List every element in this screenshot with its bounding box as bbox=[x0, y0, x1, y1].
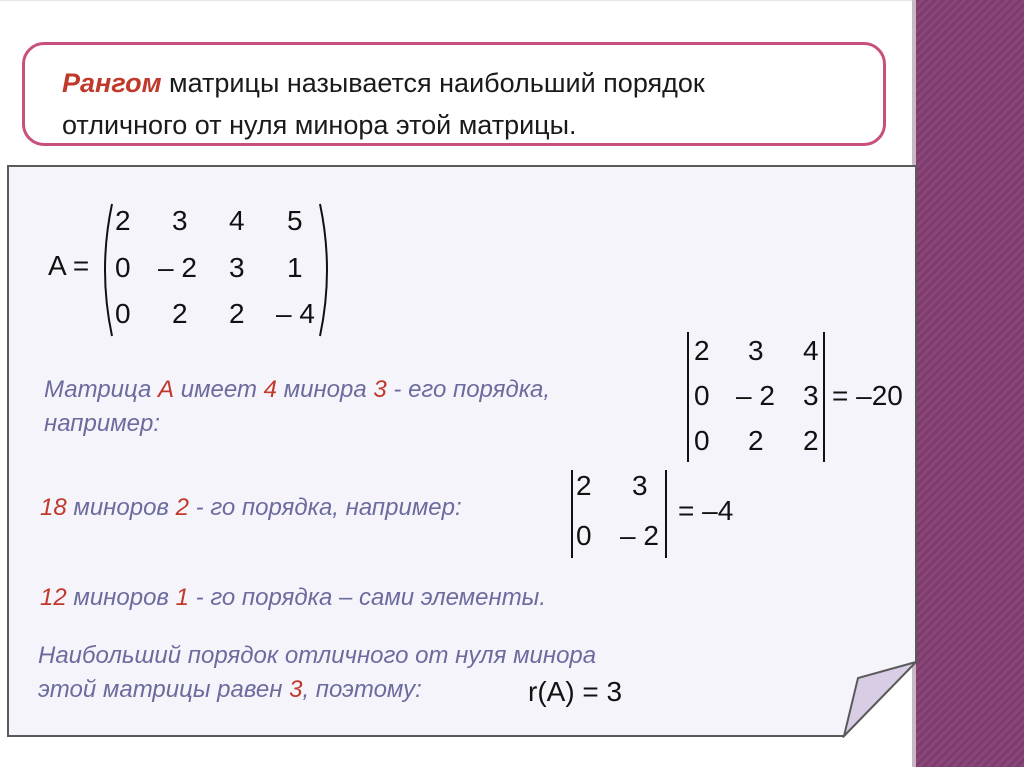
definition-text bbox=[62, 62, 882, 146]
matrix-a-cell: 2 bbox=[229, 298, 245, 329]
matrix-a-label: A = bbox=[48, 250, 90, 281]
matrix-a-cell: 4 bbox=[229, 205, 245, 236]
conclusion-line1: Наибольший порядок отличного от нуля минора bbox=[38, 642, 597, 669]
det3-cell: 2 bbox=[803, 425, 819, 456]
matrix-a-cell: 1 bbox=[287, 252, 303, 283]
minor2-text: 18 миноров 2 - го порядка, например: bbox=[40, 494, 462, 521]
matrix-a-cell: 2 bbox=[172, 298, 188, 329]
det3-cell: 0 bbox=[694, 425, 710, 456]
det3-cell: – 2 bbox=[736, 380, 775, 411]
matrix-a-cell: 0 bbox=[115, 298, 131, 329]
matrix-a-cell: – 4 bbox=[276, 298, 315, 329]
det3-cell: 4 bbox=[803, 335, 819, 366]
minor3-text-line1: Матрица А имеет 4 минора 3 - его порядка, bbox=[44, 376, 551, 403]
det3-cell: 0 bbox=[694, 380, 710, 411]
det3-cell: 2 bbox=[694, 335, 710, 366]
definition-line2: отличного от нуля минора этой матрицы. bbox=[62, 110, 577, 140]
det2-cell: – 2 bbox=[620, 520, 659, 551]
rank-formula: r(A) = 3 bbox=[528, 676, 623, 707]
det2-cell: 2 bbox=[576, 470, 592, 501]
det3-cell: 3 bbox=[803, 380, 819, 411]
det2-result: = –4 bbox=[678, 495, 734, 526]
minor1-text: 12 миноров 1 - го порядка – сами элементы. bbox=[40, 584, 547, 611]
definition-term: Рангом bbox=[62, 68, 162, 98]
matrix-a-cell: 5 bbox=[287, 205, 303, 236]
matrix-a-cell: 2 bbox=[115, 205, 131, 236]
minor3-text-line2: например: bbox=[44, 410, 161, 437]
matrix-a-cell: 3 bbox=[229, 252, 245, 283]
det2-cell: 0 bbox=[576, 520, 592, 551]
det3-cell: 2 bbox=[748, 425, 764, 456]
det3-result: = –20 bbox=[832, 380, 903, 411]
det3-cell: 3 bbox=[748, 335, 764, 366]
decorative-side-band bbox=[916, 0, 1024, 767]
matrix-a-cell: – 2 bbox=[158, 252, 197, 283]
top-divider bbox=[0, 0, 916, 1]
det2-cell: 3 bbox=[632, 470, 648, 501]
matrix-a-cell: 0 bbox=[115, 252, 131, 283]
definition-line1: матрицы называется наибольший порядок bbox=[161, 68, 705, 98]
conclusion-line2: этой матрицы равен 3, поэтому: bbox=[38, 676, 422, 703]
matrix-a-cell: 3 bbox=[172, 205, 188, 236]
